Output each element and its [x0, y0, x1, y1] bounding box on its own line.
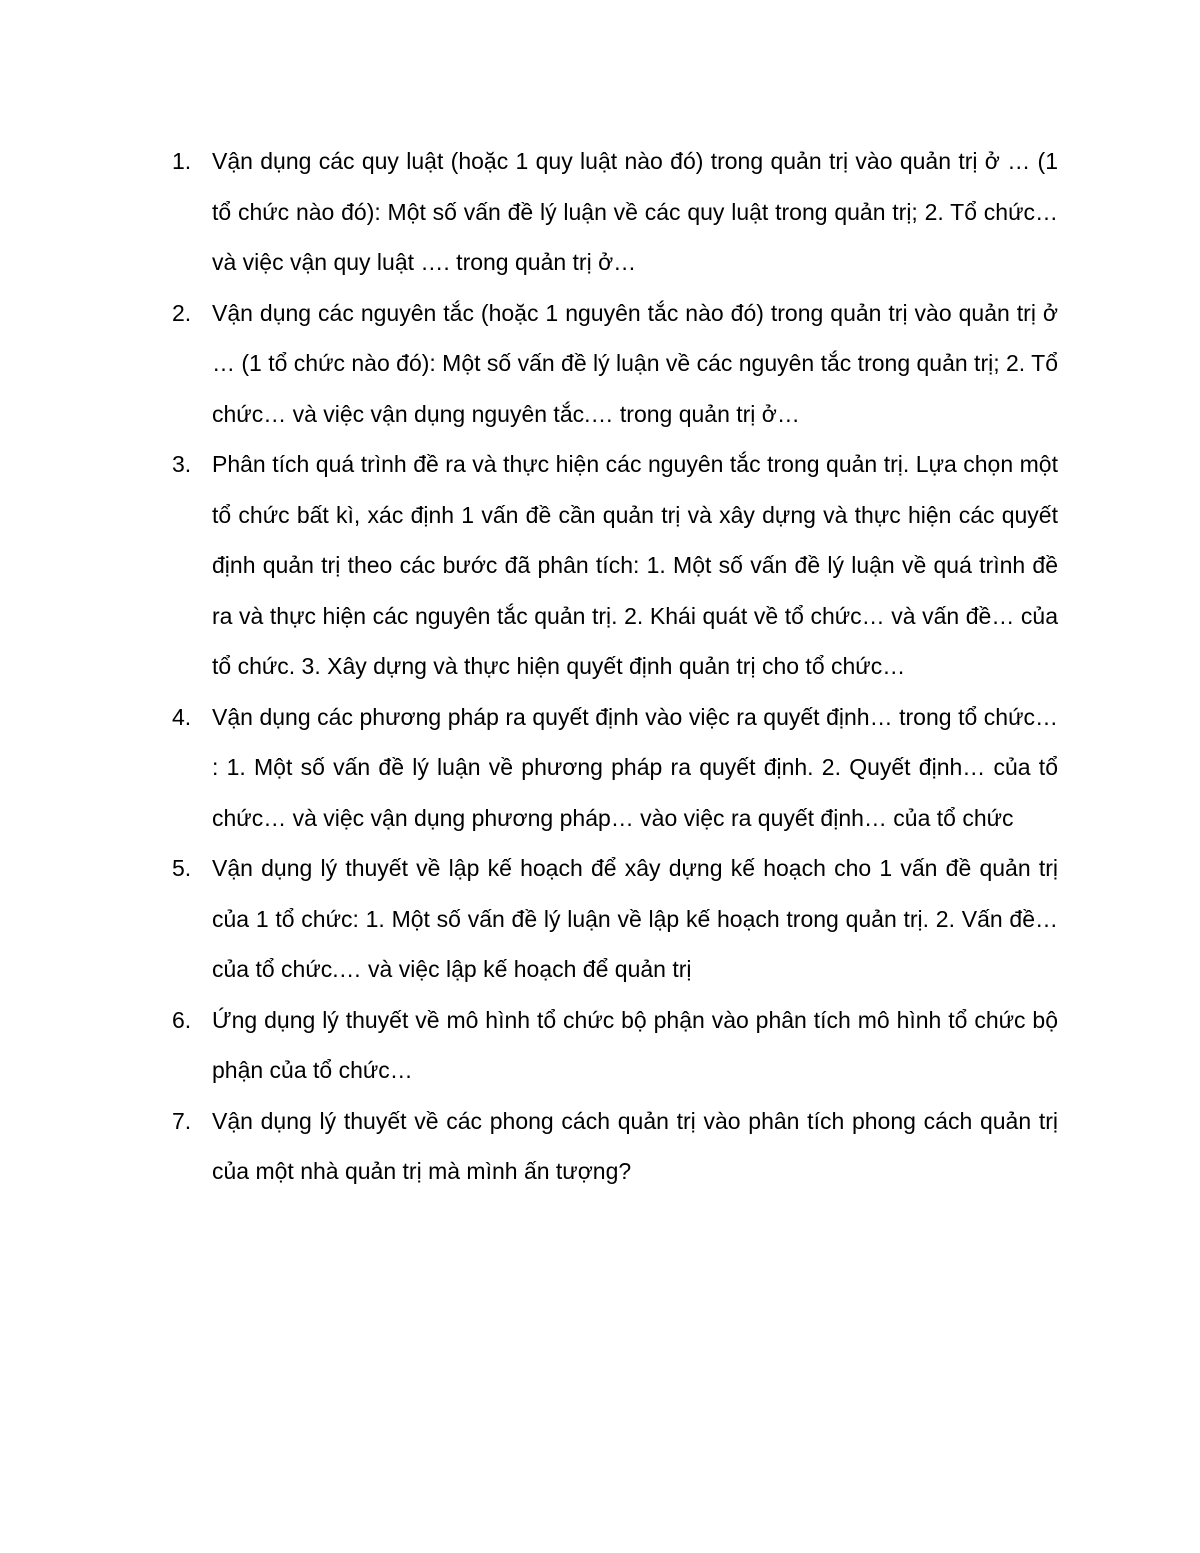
item-text: Vận dụng lý thuyết về lập kế hoạch để xây dựng kế hoạch cho 1 vấn đề quản trị của 1 tổ chức: 1. Một số vấn đề lý luận về lập kế hoạch trong quản trị. 2. Vấn đề… của tổ chức.… và việc lập kế hoạch để quản trị [212, 855, 1058, 982]
item-text: Vận dụng các nguyên tắc (hoặc 1 nguyên tắc nào đó) trong quản trị vào quản trị ở … (1 tổ chức nào đó): Một số vấn đề lý luận về các nguyên tắc trong quản trị; 2. Tổ chức… và việc vận dụng nguyên tắc.… trong quản trị ở… [212, 299, 1058, 427]
item-number: 5. [172, 855, 192, 881]
item-number: 6. [172, 1006, 192, 1033]
item-text: Ứng dụng lý thuyết về mô hình tổ chức bộ phận vào phân tích mô hình tổ chức bộ phận của tổ chức… [212, 1006, 1058, 1083]
item-number: 3. [172, 451, 192, 477]
list-item [172, 692, 1058, 844]
item-number: 2. [172, 299, 192, 326]
list-item [172, 843, 1058, 995]
list-item [172, 439, 1058, 692]
item-text: Vận dụng các phương pháp ra quyết định vào việc ra quyết định… trong tổ chức… : 1. Một số vấn đề lý luận về phương pháp ra quyết định. 2. Quyết định… của tổ chức… và việc vận dụng phương pháp… vào việc ra quyết định… của tổ chức [212, 703, 1058, 831]
item-text: Phân tích quá trình đề ra và thực hiện các nguyên tắc trong quản trị. Lựa chọn một tổ chức bất kì, xác định 1 vấn đề cần quản trị và xây dựng và thực hiện các quyết định quản trị theo các bước đã phân tích: 1. Một số vấn đề lý luận về quá trình đề ra và thực hiện các nguyên tắc quản trị. 2. Khái quát về tổ chức… và vấn đề… của tổ chức. 3. Xây dựng và thực hiện quyết định quản trị cho tổ chức… [212, 451, 1058, 679]
list-item [172, 288, 1058, 440]
list-item [172, 1096, 1058, 1197]
item-number: 1. [172, 148, 192, 174]
item-text: Vận dụng lý thuyết về các phong cách quản trị vào phân tích phong cách quản trị của một nhà quản trị mà mình ấn tượng? [212, 1107, 1058, 1184]
list-item [172, 995, 1058, 1096]
item-text: Vận dụng các quy luật (hoặc 1 quy luật nào đó) trong quản trị vào quản trị ở … (1 tổ chức nào đó): Một số vấn đề lý luận về các quy luật trong quản trị; 2. Tổ chức… và việc vận quy luật …. trong quản trị ở… [212, 148, 1058, 275]
item-number: 4. [172, 703, 192, 730]
item-number: 7. [172, 1107, 192, 1134]
question-list [172, 136, 1058, 1197]
list-item [172, 136, 1058, 288]
